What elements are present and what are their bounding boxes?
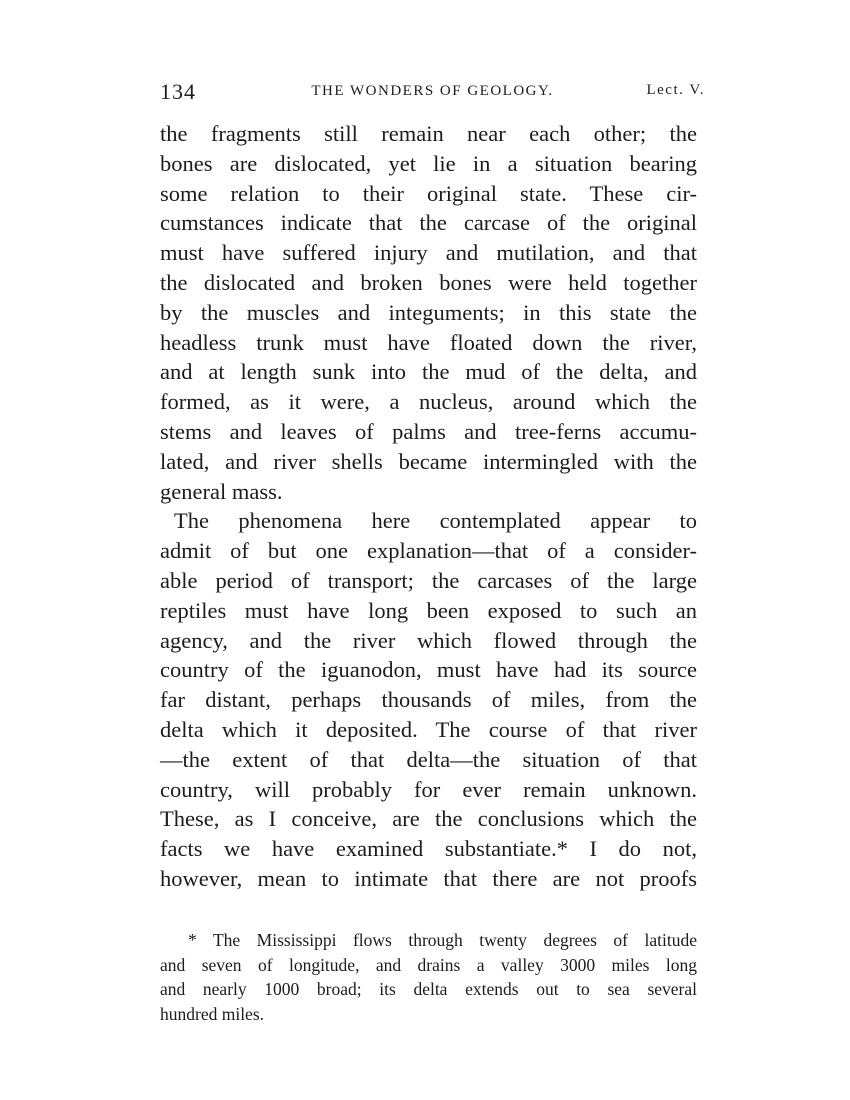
- text-line: must have suffered injury and mutilation, and that: [160, 240, 697, 266]
- text-line: headless trunk must have floated down the river,: [160, 329, 697, 355]
- body-text: [160, 119, 697, 894]
- text-line: general mass.: [160, 478, 283, 504]
- text-line: cumstances indicate that the carcase of the original: [160, 210, 697, 236]
- running-title: THE WONDERS OF GEOLOGY.: [311, 83, 554, 99]
- text-line: stems and leaves of palms and tree-ferns accumu-: [160, 418, 697, 444]
- text-line: —the extent of that delta—the situation of that: [160, 746, 697, 772]
- text-line: reptiles must have long been exposed to such an: [160, 597, 697, 623]
- text-line: far distant, perhaps thousands of miles, from the: [160, 687, 697, 713]
- text-line: however, mean to intimate that there are not proofs: [160, 865, 697, 891]
- text-line: bones are dislocated, yet lie in a situation bearing: [160, 150, 697, 176]
- text-line: delta which it deposited. The course of that river: [160, 716, 697, 742]
- text-line: facts we have examined substantiate.* I do not,: [160, 836, 697, 862]
- text-line: country, will probably for ever remain unknown.: [160, 776, 697, 802]
- text-line: able period of transport; the carcases of the large: [160, 567, 697, 593]
- text-line: and at length sunk into the mud of the delta, and: [160, 359, 697, 385]
- text-line: by the muscles and integuments; in this state the: [160, 299, 697, 325]
- page-number: 134: [160, 79, 196, 104]
- footnote-line: hundred miles.: [160, 1003, 265, 1024]
- text-line: agency, and the river which flowed through the: [160, 627, 697, 653]
- running-head: [160, 79, 705, 105]
- text-line: These, as I conceive, are the conclusions which the: [160, 806, 697, 832]
- text-line: the dislocated and broken bones were held together: [160, 269, 697, 295]
- text-line: formed, as it were, a nucleus, around which the: [160, 389, 697, 415]
- text-line: some relation to their original state. These cir-: [160, 180, 697, 206]
- footnote: [160, 928, 697, 1026]
- footnote-line: and nearly 1000 broad; its delta extends out to sea several: [160, 979, 697, 999]
- text-line: The phenomena here contemplated appear to: [174, 508, 697, 534]
- running-section: Lect. V.: [646, 82, 705, 98]
- footnote-line: and seven of longitude, and drains a valley 3000 miles long: [160, 954, 697, 975]
- text-line: admit of but one explanation—that of a consider-: [160, 538, 697, 564]
- footnote-line: * The Mississippi flows through twenty degrees of latitude: [188, 930, 697, 950]
- text-line: country of the iguanodon, must have had its source: [160, 657, 697, 683]
- text-line: lated, and river shells became intermingled with the: [160, 448, 697, 474]
- text-line: the fragments still remain near each other; the: [160, 121, 697, 146]
